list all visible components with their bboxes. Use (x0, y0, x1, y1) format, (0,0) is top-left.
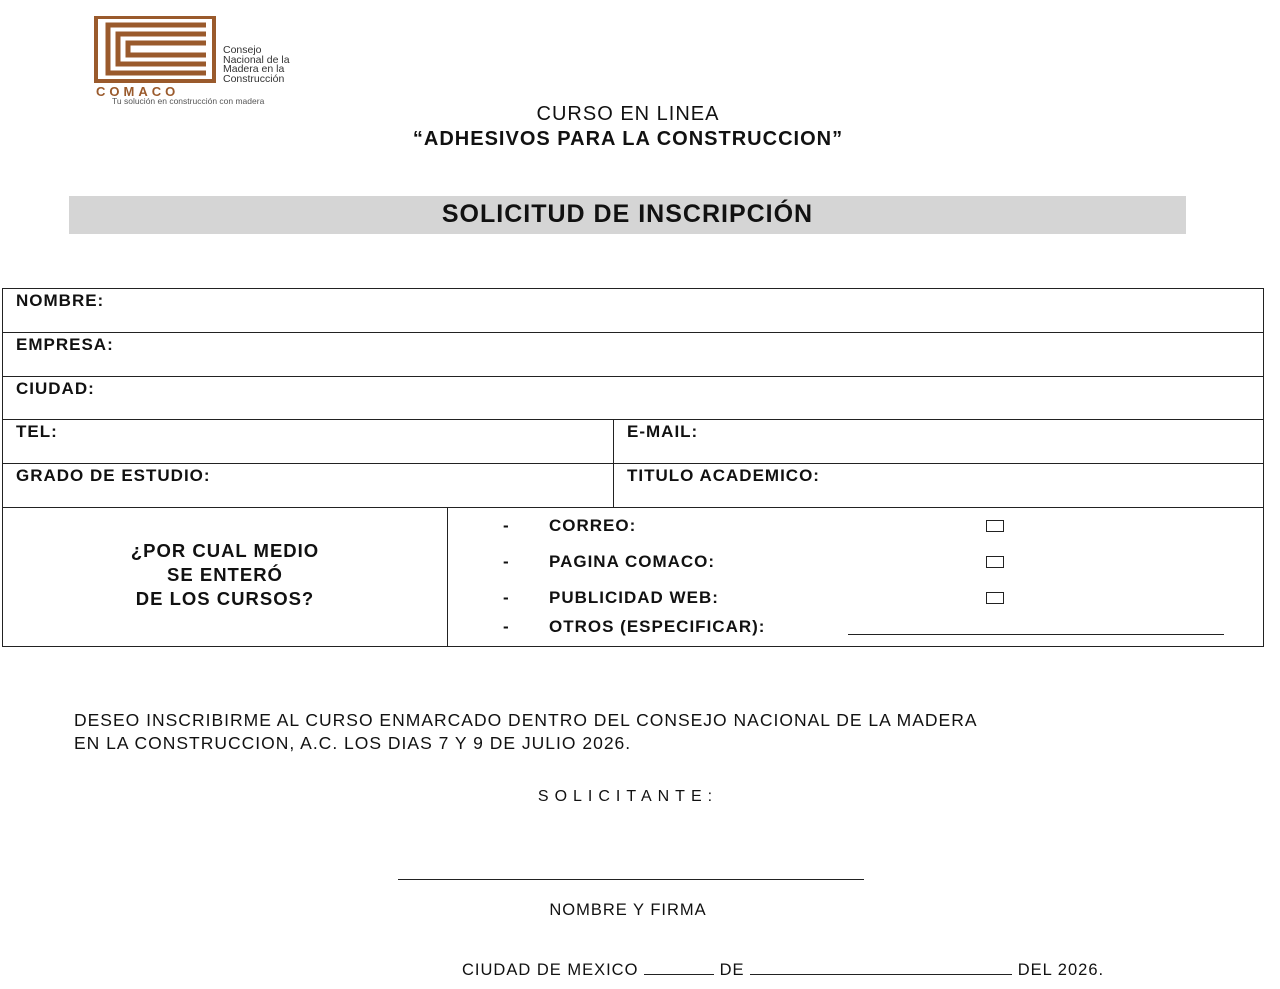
option-label: PUBLICIDAD WEB: (549, 588, 719, 607)
medio-question-line: SE ENTERÓ (167, 564, 283, 585)
place-year: DEL 2026. (1017, 961, 1105, 979)
tel-label: TEL: (16, 422, 58, 441)
option-otros (503, 617, 765, 637)
option-dash: - (503, 588, 510, 607)
option-dash: - (503, 617, 510, 636)
place-de: DE (719, 961, 745, 979)
enrollment-statement (74, 709, 1214, 755)
email-label: E-MAIL: (627, 422, 699, 441)
form-title-banner: SOLICITUD DE INSCRIPCIÓN (69, 196, 1186, 234)
month-blank[interactable] (750, 960, 1012, 975)
solicitante-label: SOLICITANTE: (537, 788, 719, 805)
medio-divider (447, 508, 448, 647)
course-type: CURSO EN LINEA (536, 103, 720, 125)
ciudad-row[interactable] (3, 377, 1263, 420)
option-pagina-comaco (503, 552, 715, 572)
logo-org-name (223, 46, 333, 84)
estudio-row (3, 464, 1263, 508)
ciudad-label: CIUDAD: (16, 379, 95, 398)
nombre-label: NOMBRE: (16, 291, 105, 310)
column-divider (613, 420, 614, 508)
day-blank[interactable] (644, 960, 714, 975)
nombre-row[interactable] (3, 289, 1263, 333)
statement-line: DESEO INSCRIBIRME AL CURSO ENMARCADO DENTRO DEL CONSEJO NACIONAL DE LA MADERA (74, 710, 978, 730)
place-date (462, 960, 1104, 980)
course-title: “ADHESIVOS PARA LA CONSTRUCCION” (412, 128, 844, 150)
otros-specify-line[interactable] (848, 634, 1224, 635)
place-city: CIUDAD DE MEXICO (462, 961, 639, 979)
publicidad-web-checkbox[interactable] (986, 592, 1004, 604)
comaco-emblem-icon (94, 16, 219, 84)
option-label: PAGINA COMACO: (549, 552, 716, 571)
empresa-label: EMPRESA: (16, 335, 114, 354)
logo-org-line: Madera en la (223, 63, 285, 75)
tel-email-row (3, 420, 1263, 464)
pagina-comaco-checkbox[interactable] (986, 556, 1004, 568)
logo-org-line: Construcción (223, 72, 285, 85)
signature-label: NOMBRE Y FIRMA (549, 901, 707, 919)
option-correo (503, 516, 636, 536)
comaco-logo (94, 16, 334, 108)
medio-question-line: DE LOS CURSOS? (135, 588, 315, 609)
option-publicidad-web (503, 588, 719, 608)
medio-question-line: ¿POR CUAL MEDIO (130, 540, 320, 561)
signature-line[interactable] (398, 879, 864, 880)
option-label: OTROS (ESPECIFICAR): (549, 617, 766, 636)
option-dash: - (503, 516, 510, 535)
correo-checkbox[interactable] (986, 520, 1004, 532)
logo-tagline: Tu solución en construcción con madera (112, 96, 265, 106)
logo-org-line: Consejo (223, 44, 262, 56)
grado-label: GRADO DE ESTUDIO: (16, 466, 211, 485)
statement-line: EN LA CONSTRUCCION, A.C. LOS DIAS 7 Y 9 DE JULIO 2026. (74, 733, 632, 753)
medio-question (3, 539, 447, 611)
logo-org-line: Nacional de la (223, 53, 290, 66)
option-label: CORREO: (549, 516, 637, 535)
empresa-row[interactable] (3, 333, 1263, 377)
registration-form (2, 288, 1264, 647)
titulo-label: TITULO ACADEMICO: (627, 466, 820, 485)
logo-brand: COMACO (96, 84, 180, 99)
option-dash: - (503, 552, 510, 571)
